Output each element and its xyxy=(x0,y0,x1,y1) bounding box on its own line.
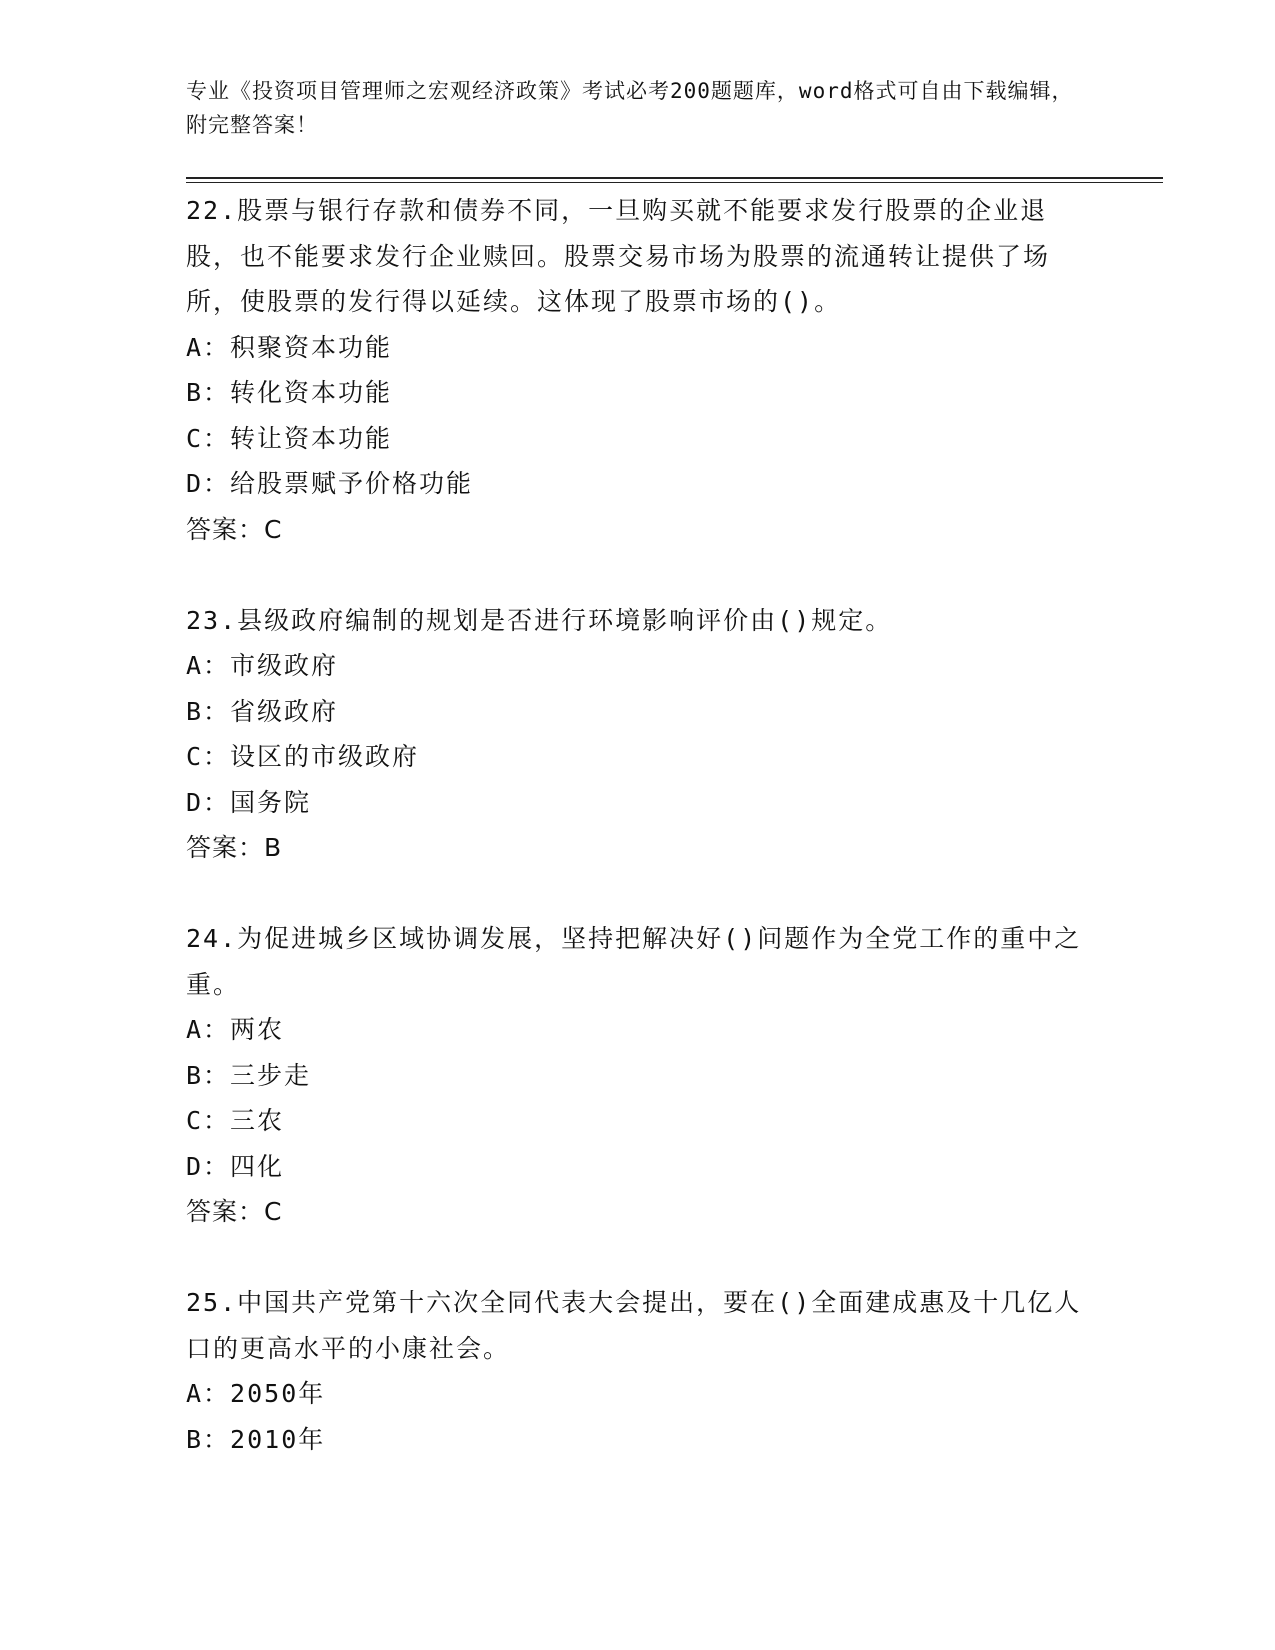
option-d: D：给股票赋予价格功能 xyxy=(186,469,474,498)
question-23 xyxy=(186,598,1086,871)
spacer xyxy=(186,1235,1086,1281)
option-b: B：转化资本功能 xyxy=(186,378,393,407)
option-b: B：2010年 xyxy=(186,1424,326,1454)
option-b: B：三步走 xyxy=(186,1060,312,1090)
spacer xyxy=(186,552,1086,598)
header-divider-thick xyxy=(186,177,1163,179)
document-header: 专业《投资项目管理师之宏观经济政策》考试必考200题题库，word格式可自由下载编辑，附完整答案！ xyxy=(186,79,1074,137)
question-list xyxy=(186,188,1086,1462)
header-divider-thin xyxy=(186,182,1163,183)
question-22 xyxy=(186,188,1086,552)
question-stem: 25.中国共产党第十六次全同代表大会提出，要在()全面建成惠及十几亿人口的更高水平的小康社会。 xyxy=(186,1288,1082,1363)
option-c: C：转让资本功能 xyxy=(186,423,393,453)
question-25 xyxy=(186,1280,1086,1462)
option-a: A：积聚资本功能 xyxy=(186,332,393,362)
option-c: C：三农 xyxy=(186,1106,285,1135)
question-stem: 24.为促进城乡区域协调发展，坚持把解决好()问题作为全党工作的重中之重。 xyxy=(186,924,1082,999)
option-d: D：国务院 xyxy=(186,787,312,817)
answer-line: 答案：C xyxy=(186,1197,283,1226)
option-d: D：四化 xyxy=(186,1151,285,1181)
spacer xyxy=(186,871,1086,917)
option-a: A：市级政府 xyxy=(186,651,339,680)
option-a: A：两农 xyxy=(186,1015,285,1044)
question-stem: 22.股票与银行存款和债券不同，一旦购买就不能要求发行股票的企业退股，也不能要求发行企业赎回。股票交易市场为股票的流通转让提供了场所，使股票的发行得以延续。这体现了股票市场的()。 xyxy=(186,196,1051,316)
answer-line: 答案：C xyxy=(186,514,283,544)
answer-line: 答案：B xyxy=(186,833,283,862)
option-c: C：设区的市级政府 xyxy=(186,742,420,771)
option-b: B：省级政府 xyxy=(186,696,339,726)
question-24 xyxy=(186,916,1086,1235)
option-a: A：2050年 xyxy=(186,1379,326,1408)
question-stem: 23.县级政府编制的规划是否进行环境影响评价由()规定。 xyxy=(186,605,893,635)
